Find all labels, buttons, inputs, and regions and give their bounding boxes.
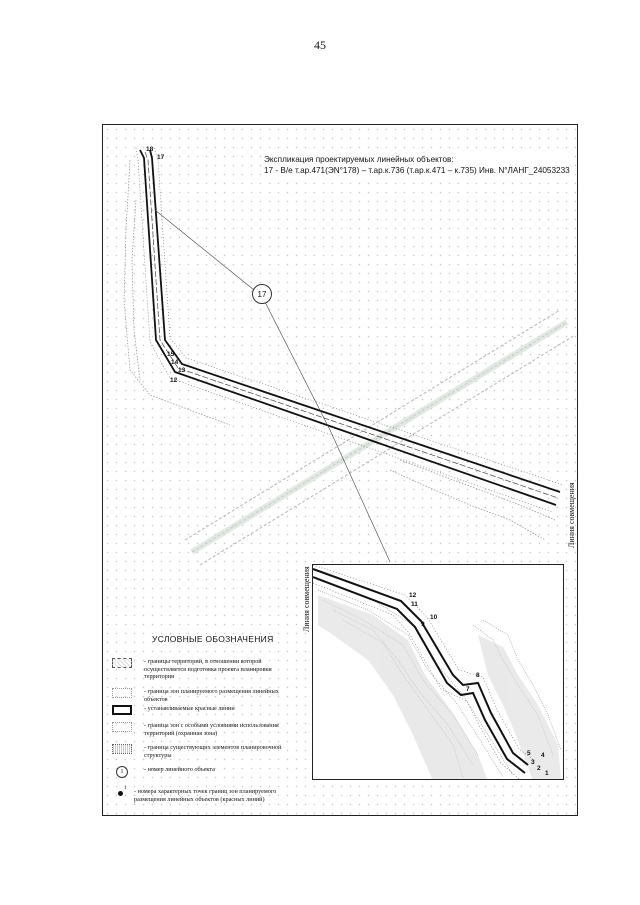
- territory-boundary-symbol: [112, 658, 132, 668]
- legend-text: - граница зон планируемого размещения линейных объектов: [144, 688, 279, 703]
- zone-boundary-symbol: [112, 688, 132, 698]
- inset-match-line-label: Линия совмещения: [302, 566, 311, 632]
- map-point-18: 18: [146, 146, 154, 153]
- map-point-14: 14: [171, 359, 179, 366]
- explication-line1: Экспликация проектируемых линейных объектов:: [264, 155, 454, 164]
- inset-map-drawing: [313, 565, 564, 780]
- match-line-label: Линия совмещения: [567, 482, 576, 548]
- inset-point-2: 2: [537, 765, 541, 772]
- map-point-15: 15: [167, 351, 175, 358]
- legend-text: - устанавливаемые красные линии: [144, 705, 235, 712]
- inset-point-12: 12: [409, 592, 417, 599]
- inset-point-1: 1: [545, 770, 549, 777]
- inset-point-3: 3: [531, 759, 535, 766]
- inset-point-9: 9: [421, 621, 425, 628]
- legend-text: - граница существующих элементов планировочной структуры: [144, 744, 282, 759]
- map-point-12: 12: [170, 377, 178, 384]
- inset-map: [312, 564, 564, 780]
- map-point-13: 13: [178, 367, 186, 374]
- inset-point-4: 4: [541, 752, 545, 759]
- legend-title: УСЛОВНЫЕ ОБОЗНАЧЕНИЯ: [152, 634, 274, 644]
- inset-point-7: 7: [466, 686, 470, 693]
- inset-point-8: 8: [476, 672, 480, 679]
- explication-title: [262, 154, 572, 176]
- legend-text: - номер линейного объекта: [144, 766, 215, 773]
- legend-text: - номера характерных точек границ зон планируемого размещения линейных объектов (красных линий): [134, 788, 277, 803]
- corridor-axis: [145, 152, 558, 498]
- legend-text: - граница зон с особыми условиями использования территорий (охранная зона): [144, 722, 279, 737]
- inset-point-10: 10: [430, 614, 438, 621]
- point-number-symbol: 1: [124, 786, 127, 791]
- linear-object-callout: 17: [252, 284, 272, 304]
- page-number: 45: [314, 38, 326, 52]
- point-dot-icon: [118, 791, 123, 796]
- map-point-17: 17: [157, 154, 165, 161]
- legend-text: - границы территорий, в отношении которой осуществляется подготовка проекта планировки территории: [144, 658, 272, 680]
- red-lines-symbol: [112, 705, 132, 715]
- inset-point-11: 11: [411, 601, 418, 608]
- object-number-symbol: 1: [116, 766, 128, 778]
- explication-line2: 17 - В/е т.ар.471(ЭN°178) – т.ар.к.736 (т.ар.к.471 – к.735) Инв. N°ЛАНГ_24053233: [264, 166, 570, 175]
- callout-leaders: [155, 210, 390, 562]
- existing-structure-symbol: [112, 744, 132, 754]
- inset-gray-fill: [318, 595, 561, 780]
- protection-zone-symbol: [112, 722, 132, 732]
- inset-point-5: 5: [527, 750, 531, 757]
